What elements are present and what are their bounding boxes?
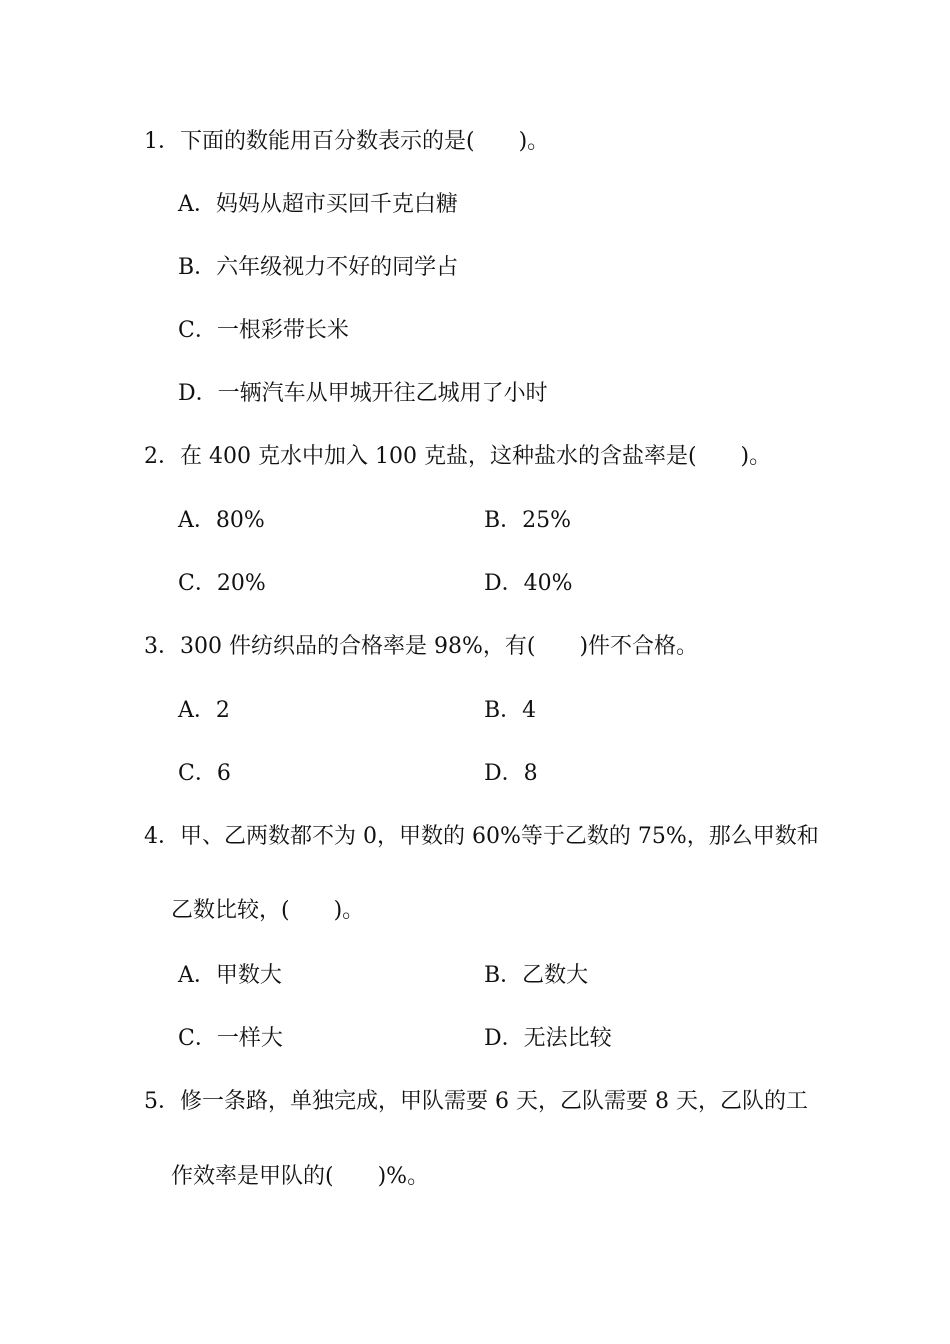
question-3-option-d: D．8 xyxy=(484,761,538,786)
question-4-option-d: D．无法比较 xyxy=(484,1026,612,1051)
question-4-option-a: A．甲数大 xyxy=(178,963,282,988)
question-3-option-c: C．6 xyxy=(178,761,231,786)
question-3-option-a: A．2 xyxy=(178,698,230,723)
question-2-option-a: A．80% xyxy=(178,508,265,533)
question-3-option-b: B．4 xyxy=(484,698,537,723)
question-2-option-b: B．25% xyxy=(484,508,572,533)
question-1-option-d: D．一辆汽车从甲城开往乙城用了小时 xyxy=(178,381,548,406)
question-2-option-c: C．20% xyxy=(178,571,266,596)
question-1-option-a: A．妈妈从超市买回千克白糖 xyxy=(178,192,458,217)
question-3-stem: 3．300 件纺织品的合格率是 98%，有( )件不合格。 xyxy=(144,634,699,659)
question-1-option-c: C．一根彩带长米 xyxy=(178,318,349,343)
question-2-option-d: D．40% xyxy=(484,571,573,596)
question-5-stem-continued: 作效率是甲队的( )%。 xyxy=(171,1164,430,1189)
question-1-option-b: B．六年级视力不好的同学占 xyxy=(178,255,459,280)
question-4-option-c: C．一样大 xyxy=(178,1026,283,1051)
question-1-stem: 1．下面的数能用百分数表示的是( )。 xyxy=(144,129,550,154)
question-4-option-b: B．乙数大 xyxy=(484,963,589,988)
question-2-stem: 2．在 400 克水中加入 100 克盐，这种盐水的含盐率是( )。 xyxy=(144,444,772,469)
question-4-stem: 4．甲、乙两数都不为 0，甲数的 60%等于乙数的 75%，那么甲数和 xyxy=(144,824,819,849)
question-5-stem: 5．修一条路，单独完成，甲队需要 6 天，乙队需要 8 天，乙队的工 xyxy=(144,1089,808,1114)
question-4-stem-continued: 乙数比较，( )。 xyxy=(171,898,365,923)
